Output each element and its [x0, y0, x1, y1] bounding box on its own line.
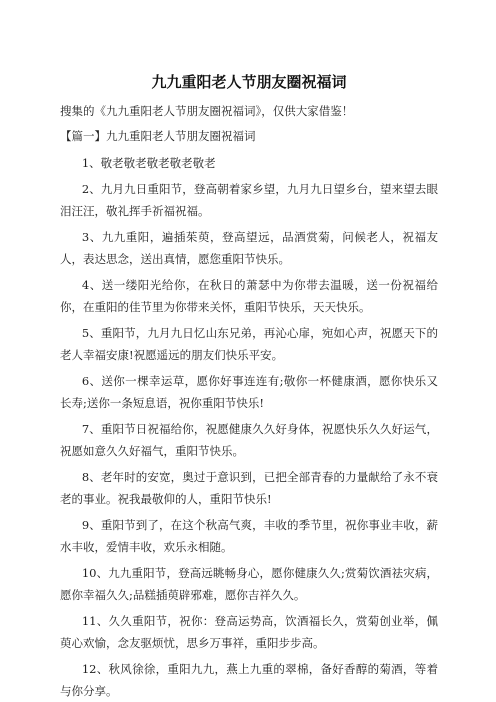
paragraph: 5、重阳节，九月九日忆山东兄弟，再沁心扉，宛如心声，祝愿天下的老人幸福安康!祝愿遥远的朋友们快乐平安。 — [60, 326, 438, 362]
document-title: 九九重阳老人节朋友圈祝福词 — [151, 73, 347, 91]
paragraph: 10、九九重阳节，登高远眺畅身心，愿你健康久久;赏菊饮酒祛灾病，愿你幸福久久;品糕插萸辟邪难，愿你吉祥久久。 — [60, 566, 438, 602]
paragraph: 4、送一缕阳光给你，在秋日的萧瑟中为你带去温暖，送一份祝福给你，在重阳的佳节里为你带来关怀，重阳节快乐，天天快乐。 — [60, 278, 438, 314]
section-heading: 【篇一】九九重阳老人节朋友圈祝福词 — [60, 129, 256, 143]
paragraph: 1、敬老敬老敬老敬老敬老 — [81, 156, 216, 170]
paragraph: 2、九月九日重阳节，登高朝着家乡望，九月九日望乡台，望来望去眼泪汪汪，敬礼挥手祈福祝福。 — [60, 182, 438, 218]
paragraph: 11、久久重阳节，祝你：登高运势高，饮酒福长久，赏菊创业举，佩萸心欢愉，念友驱烦忧，思乡万事祥，重阳步步高。 — [60, 614, 438, 650]
paragraph: 3、九九重阳，遍插茱萸，登高望远，品酒赏菊，问候老人，祝福友人，表达思念，送出真情，愿您重阳节快乐。 — [60, 230, 438, 266]
paragraph: 6、送你一棵幸运草，愿你好事连连有;敬你一杯健康酒，愿你快乐又长寿;送你一条短息语，祝你重阳节快乐! — [60, 374, 438, 410]
document-intro: 搜集的《九九重阳老人节朋友圈祝福词》，仅供大家借鉴！ — [60, 104, 354, 118]
paragraph: 9、重阳节到了，在这个秋高气爽，丰收的季节里，祝你事业丰收，薪水丰收，爱情丰收，欢乐永相随。 — [60, 518, 438, 554]
paragraph: 12、秋风徐徐，重阳九九，燕上九重的翠棉，备好香醇的菊酒，等着与你分享。 — [60, 662, 438, 698]
paragraph: 7、重阳节日祝福给你，祝愿健康久久好身体，祝愿快乐久久好运气，祝愿如意久久好福气，重阳节快乐。 — [60, 422, 438, 458]
paragraph: 8、老年时的安宽，奥过于意识到，已把全部青春的力量献给了永不衰老的事业。祝我最敬仰的人，重阳节快乐! — [60, 470, 438, 506]
